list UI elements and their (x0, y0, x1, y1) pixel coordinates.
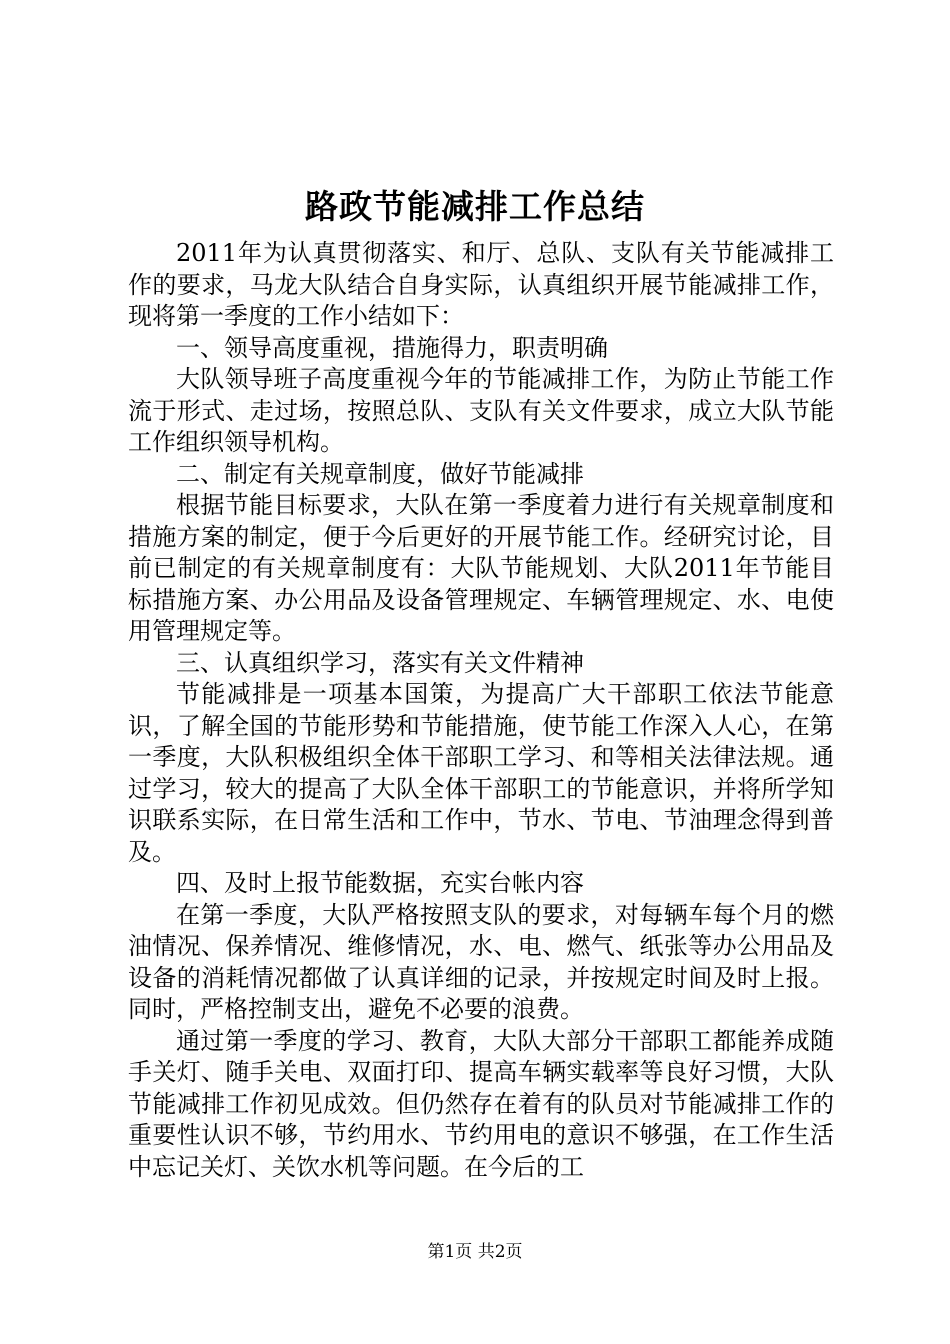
section-heading-3: 三、认真组织学习，落实有关文件精神 (176, 648, 584, 677)
document-body (128, 238, 834, 1183)
document-title: 路政节能减排工作总结 (305, 187, 645, 226)
paragraph-section-2: 根据节能目标要求，大队在第一季度着力进行有关规章制度和措施方案的制定，便于今后更好的开展节能工作。经研究讨论，目前已制定的有关规章制度有：大队节能规划、大队2011年节能目标措施方案、办公用品及设备管理规定、车辆管理规定、水、电使用管理规定等。 (128, 491, 834, 645)
paragraph-conclusion: 通过第一季度的学习、教育，大队大部分干部职工都能养成随手关灯、随手关电、双面打印、提高车辆实载率等良好习惯，大队节能减排工作初见成效。但仍然存在着有的队员对节能减排工作的重要性认识不够，节约用水、节约用电的意识不够强，在工作生活中忘记关灯、关饮水机等问题。在今后的工 (128, 1026, 834, 1181)
section-heading-2: 二、制定有关规章制度，做好节能减排 (176, 459, 584, 488)
section-heading-1: 一、领导高度重视，措施得力，职责明确 (176, 333, 608, 362)
section-heading-4: 四、及时上报节能数据，充实台帐内容 (176, 869, 584, 897)
paragraph-section-4: 在第一季度，大队严格按照支队的要求，对每辆车每个月的燃油情况、保养情况、维修情况，水、电、燃气、纸张等办公用品及设备的消耗情况都做了认真详细的记录，并按规定时间及时上报。同时，严格控制支出，避免不必要的浪费。 (128, 900, 834, 1023)
paragraph-section-3: 节能减排是一项基本国策，为提高广大干部职工依法节能意识，了解全国的节能形势和节能措施，使节能工作深入人心，在第一季度，大队积极组织全体干部职工学习、和等相关法律法规。通过学习，较大的提高了大队全体干部职工的节能意识，并将所学知识联系实际，在日常生活和工作中，节水、节电、节油理念得到普及。 (128, 680, 834, 866)
paragraph-intro: 2011年为认真贯彻落实、和厅、总队、支队有关节能减排工作的要求，马龙大队结合自身实际，认真组织开展节能减排工作，现将第一季度的工作小结如下： (128, 239, 834, 330)
page-footer: 第1页 共2页 (427, 1242, 523, 1262)
paragraph-section-1: 大队领导班子高度重视今年的节能减排工作，为防止节能工作流于形式、走过场，按照总队、支队有关文件要求，成立大队节能工作组织领导机构。 (128, 365, 834, 456)
